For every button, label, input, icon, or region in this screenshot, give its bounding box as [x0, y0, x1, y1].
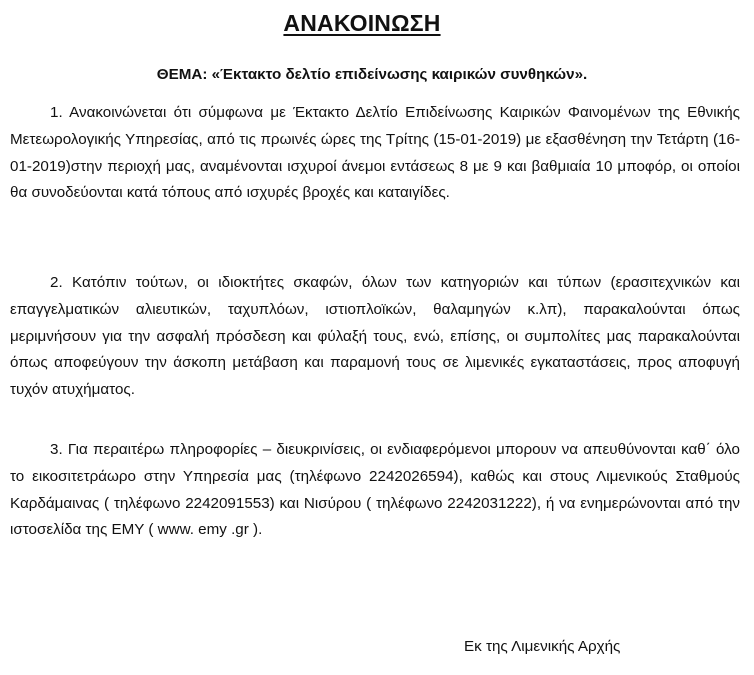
paragraph-1: 1. Ανακοινώνεται ότι σύμφωνα με Έκτακτο Δελτίο Επιδείνωσης Καιρικών Φαινομένων της Εθνικής Μετεωρολογικής Υπηρεσίας, από τις πρωινές ώρες της Τρίτης (15-01-2019) με εξασθένηση την Τετάρτη (16-01-2019)στην περιοχή μας, αναμένονται ισχυροί άνεμοι εντάσεως 8 με 9 και βαθμιαία 10 μποφόρ, οι οποίοι θα συνοδεύονται κατά τόπους από ισχυρές βροχές και καταιγίδες. [10, 104, 740, 202]
signature-line: Εκ της Λιμενικής Αρχής [464, 638, 621, 655]
paragraph-2: 2. Κατόπιν τούτων, οι ιδιοκτήτες σκαφών, όλων των κατηγοριών και τύπων (ερασιτεχνικών και επαγγελματικών αλιευτικών, ταχυπλόων, ιστιοπλοϊκών, θαλαμηγών κ.λπ), παρακαλούνται όπως μεριμνήσουν για την ασφαλή πρόσδεση και φύλαξή τους, ενώ, επίσης, οι συμπολίτες μας παρακαλούνται όπως αποφεύγουν την άσκοπη μετάβαση και παραμονή τους σε λιμενικές εγκαταστάσεις, προς αποφυγή τυχόν ατυχήματος. [10, 274, 740, 399]
paragraph-3: 3. Για περαιτέρω πληροφορίες – διευκρινίσεις, οι ενδιαφερόμενοι μπορουν να απευθύνονται καθ΄ όλο το εικοσιτετράωρο στην Υπηρεσία μας (τηλέφωνο 2242026594), καθώς και στους Λιμενικούς Σταθμούς Καρδάμαινας ( τηλέφωνο 2242091553) και Νισύρου ( τηλέφωνο 2242031222), ή να ενημερώνονται από την ιστοσελίδα της ΕΜΥ ( www. emy .gr ). [10, 441, 740, 539]
document-subject: ΘΕΜΑ: «Έκτακτο δελτίο επιδείνωσης καιρικών συνθηκών». [156, 66, 588, 83]
document-title: ΑΝΑΚΟΙΝΩΣΗ [283, 10, 441, 36]
